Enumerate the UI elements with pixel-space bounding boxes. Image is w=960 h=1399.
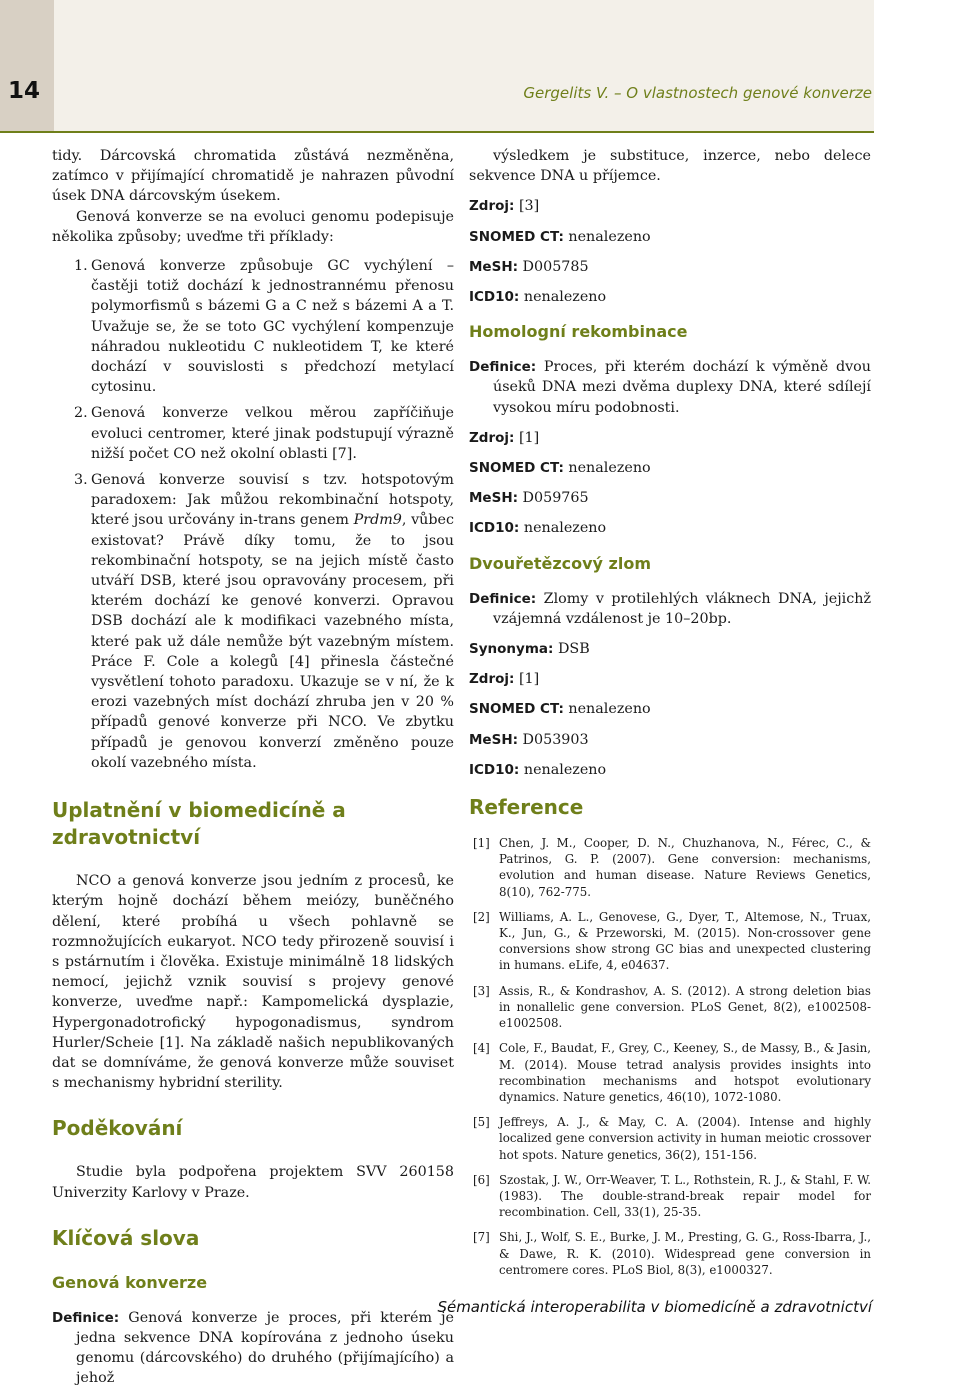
reference-number: [4] bbox=[473, 1041, 490, 1056]
reference-text: Chen, J. M., Cooper, D. N., Chuzhanova, N., Férec, C., & Patrinos, G. P. (2007). Gene conversion: mechanisms, evolution and human disease. Nature Reviews Genetics, 8(10), 762-775. bbox=[499, 836, 871, 899]
section-title-references: Reference bbox=[469, 795, 584, 820]
reference-text: Shi, J., Wolf, S. E., Burke, J. M., Presting, G. G., Ross-Ibarra, J., & Dawe, R. K. (2010). Widespread gene conversion in centromere cores. PLoS Biol, 8(3), e1000327. bbox=[499, 1230, 871, 1277]
definition-label: Definice: bbox=[469, 359, 537, 376]
definition-text: Proces, při kterém dochází k výměně dvou úseků DNA mezi dvěma duplexy DNA, které sdílejí vysokou míru podobnosti. bbox=[493, 359, 871, 416]
page-number-box bbox=[0, 0, 54, 132]
reference-text: Assis, R., & Kondrashov, A. S. (2012). A strong deletion bias in nonallelic gene conversion. PLoS Genet, 8(2), e1002508-e1002508. bbox=[499, 983, 871, 1031]
icd10-label: ICD10: bbox=[469, 520, 520, 537]
biomedicine-paragraph: NCO a genová konverze jsou jedním z procesů, ke kterým hojně dochází během meiózy, buněčného dělení, které probíhá u všech pohlavně se rozmnožujících eukaryot. NCO tedy přirozeně souvisí i s pstárnutím i člověka. Existuje minimálně 18 lidských nemocí, jejichž vznik souvisí s projevy genové konverze, uveďme např.: Kampomelická dysplazie, Hypergonadotrofický hypogonadismus, syndrom Hurler/Scheie [1]. Na základě našich nepublikovaných dat se domníváme, že genová konverze může souviset s mechanismy hybridní sterility. bbox=[52, 873, 454, 1092]
double-strand-break-mesh bbox=[469, 730, 871, 750]
definition-text: Genová konverze je proces, při kterém je jedna sekvence DNA kopírována z jednoho úseku genomu (dárcovského) do druhého (přijímajícího) a jehož bbox=[76, 1309, 454, 1387]
source-value: [1] bbox=[514, 671, 540, 688]
header-margin bbox=[874, 0, 960, 132]
right-column bbox=[469, 146, 871, 1287]
reference-item bbox=[469, 1040, 871, 1105]
gene-conversion-definition bbox=[52, 1308, 454, 1389]
list-number: 1. bbox=[74, 258, 88, 275]
homologous-recombination-mesh bbox=[469, 488, 871, 508]
intro-paragraph-2: Genová konverze se na evoluci genomu podepisuje několika způsoby; uveďme tři příklady: bbox=[52, 208, 454, 245]
list-item bbox=[52, 256, 454, 397]
snomed-value: nenalezeno bbox=[563, 228, 651, 245]
keyword-title-gene-conversion: Genová konverze bbox=[52, 1272, 208, 1292]
reference-item bbox=[469, 1229, 871, 1278]
reference-text: Williams, A. L., Genovese, G., Dyer, T., Altemose, N., Truax, K., Jun, G., & Przeworski, M. (2015). Non-crossover gene conversions show strong GC bias and unexpected clustering in humans. eLife, 4, e04637. bbox=[499, 909, 871, 973]
snomed-label: SNOMED CT: bbox=[469, 228, 564, 245]
snomed-label: SNOMED CT: bbox=[469, 701, 564, 718]
journal-footer: Sémantická interoperabilita v biomedicíně a zdravotnictví bbox=[437, 1298, 872, 1316]
running-title: Gergelits V. – O vlastnostech genové konverze bbox=[523, 84, 872, 102]
mesh-value: D005785 bbox=[518, 258, 589, 275]
intro-paragraph-1: tidy. Dárcovská chromatida zůstává nezměněna, zatímco v přijímající chromatidě je nahrazen původní úsek DNA dárcovským úsekem. bbox=[52, 148, 454, 205]
definition-label: Definice: bbox=[52, 1309, 120, 1326]
header-background bbox=[54, 0, 874, 132]
homologous-recombination-icd10 bbox=[469, 518, 871, 538]
double-strand-break-definition bbox=[469, 589, 871, 629]
list-item-text: Genová konverze způsobuje GC vychýlení – častěji totiž dochází k jednostrannému přenosu polymorfismů s bázemi G a C než s bázemi A a T. Uvažuje se, že se toto GC vychýlení kompenzuje náhradou nukleotidu C nukleotidem T, ke které dochází v souvislosti s předchozí metylací cytosinu. bbox=[91, 258, 454, 396]
double-strand-break-icd10 bbox=[469, 760, 871, 780]
list-item bbox=[52, 403, 454, 464]
definition-continuation: výsledkem je substituce, inzerce, nebo delece sekvence DNA u příjemce. bbox=[469, 148, 871, 185]
mesh-label: MeSH: bbox=[469, 258, 519, 275]
synonyms-label: Synonyma: bbox=[469, 641, 554, 658]
item3-text-after: , vůbec existovat? Právě díky tomu, že to jsou rekombinační hotspoty, se na jejich místě často utváří DSB, které jsou opravovány procesem, při kterém dochází ke genové konverzi. Opravou DSB dochází ale k modifikaci vazebného místa, které pak už dále nemůže být vazebným místem. Práce F. Cole a kolegů [4] přinesla částečné vysvětlení tohoto paradoxu. Ukazuje se v ní, že k erozi vazebných míst dochází zhruba jen v 20 % případů genové konverze při NCO. Ve zbytku případů je genovou konverzí změněno pouze okolí vazebného místa. bbox=[91, 512, 454, 771]
snomed-value: nenalezeno bbox=[563, 701, 651, 718]
left-column bbox=[52, 146, 454, 1399]
list-number: 3. bbox=[74, 472, 88, 489]
keyword-title-homologous-recombination: Homologní rekombinace bbox=[469, 322, 688, 342]
synonyms-value: DSB bbox=[553, 641, 590, 658]
list-item-text: Genová konverze velkou měrou zapříčiňuje evoluci centromer, které jinak podstupují výrazně nižší počet CO než okolní oblasti [7]. bbox=[91, 405, 454, 462]
reference-number: [2] bbox=[473, 909, 490, 924]
reference-text: Szostak, J. W., Orr-Weaver, T. L., Rothstein, R. J., & Stahl, F. W. (1983). The double-strand-break repair model for recombination. Cell, 33(1), 25-35. bbox=[499, 1172, 871, 1220]
acknowledgements-paragraph: Studie byla podpořena projektem SVV 260158 Univerzity Karlovy v Praze. bbox=[52, 1164, 454, 1201]
source-label: Zdroj: bbox=[469, 198, 515, 215]
mesh-value: D053903 bbox=[518, 731, 589, 748]
reference-number: [7] bbox=[473, 1230, 490, 1245]
section-title-keywords: Klíčová slova bbox=[52, 1225, 200, 1250]
mesh-label: MeSH: bbox=[469, 731, 519, 748]
mesh-label: MeSH: bbox=[469, 490, 519, 507]
double-strand-break-snomed bbox=[469, 699, 871, 719]
definition-text: Zlomy v protilehlých vláknech DNA, jejichž vzájemná vzdálenost je 10–20bp. bbox=[493, 590, 871, 627]
page-header bbox=[0, 0, 960, 136]
list-number: 2. bbox=[74, 405, 88, 422]
gene-name: Prdm9 bbox=[353, 512, 402, 529]
keyword-title-double-strand-break: Dvouřetězcový zlom bbox=[469, 553, 652, 573]
list-item bbox=[52, 470, 454, 773]
icd10-label: ICD10: bbox=[469, 761, 520, 778]
reference-item bbox=[469, 983, 871, 1032]
reference-item bbox=[469, 909, 871, 974]
reference-item bbox=[469, 835, 871, 900]
source-value: [1] bbox=[514, 429, 540, 446]
icd10-value: nenalezeno bbox=[519, 520, 607, 537]
reference-number: [5] bbox=[473, 1115, 490, 1130]
icd10-value: nenalezeno bbox=[519, 289, 607, 306]
gene-conversion-icd10 bbox=[469, 287, 871, 307]
item3-text-before: Genová konverze souvisí s tzv. hotspotovým paradoxem: Jak můžou rekombinační hotspoty, které jsou určovány in-trans genem bbox=[91, 472, 454, 529]
homologous-recombination-source bbox=[469, 428, 871, 448]
source-value: [3] bbox=[514, 198, 540, 215]
source-label: Zdroj: bbox=[469, 671, 515, 688]
gene-conversion-snomed bbox=[469, 227, 871, 247]
double-strand-break-synonyms bbox=[469, 639, 871, 659]
reference-number: [1] bbox=[473, 836, 490, 851]
homologous-recombination-snomed bbox=[469, 458, 871, 478]
snomed-label: SNOMED CT: bbox=[469, 460, 564, 477]
section-title-biomedicine: Uplatnění v biomedicíně a zdravotnictví bbox=[52, 798, 346, 850]
reference-item bbox=[469, 1172, 871, 1221]
list-item-text bbox=[91, 470, 454, 773]
page-number: 14 bbox=[8, 78, 41, 104]
homologous-recombination-definition bbox=[469, 357, 871, 418]
header-rule bbox=[0, 131, 874, 133]
gene-conversion-source bbox=[469, 196, 871, 216]
reference-item bbox=[469, 1114, 871, 1163]
reference-list bbox=[469, 835, 871, 1278]
snomed-value: nenalezeno bbox=[563, 460, 651, 477]
reference-text: Jeffreys, A. J., & May, C. A. (2004). Intense and highly localized gene conversion activity in human meiotic crossover hot spots. Nature genetics, 36(2), 151-156. bbox=[499, 1115, 871, 1162]
mesh-value: D059765 bbox=[518, 490, 589, 507]
reference-number: [3] bbox=[473, 983, 490, 998]
gene-conversion-mesh bbox=[469, 257, 871, 277]
reference-text: Cole, F., Baudat, F., Grey, C., Keeney, S., de Massy, B., & Jasin, M. (2014). Mouse tetrad analysis provides insights into recombination mechanisms and hotspot evolutionary dynamics. Nature genetics, 46(10), 1072-1080. bbox=[499, 1041, 871, 1104]
icd10-value: nenalezeno bbox=[519, 761, 607, 778]
reference-number: [6] bbox=[473, 1172, 490, 1187]
definition-label: Definice: bbox=[469, 590, 537, 607]
double-strand-break-source bbox=[469, 669, 871, 689]
section-title-acknowledgements: Poděkování bbox=[52, 1116, 183, 1141]
source-label: Zdroj: bbox=[469, 429, 515, 446]
icd10-label: ICD10: bbox=[469, 289, 520, 306]
